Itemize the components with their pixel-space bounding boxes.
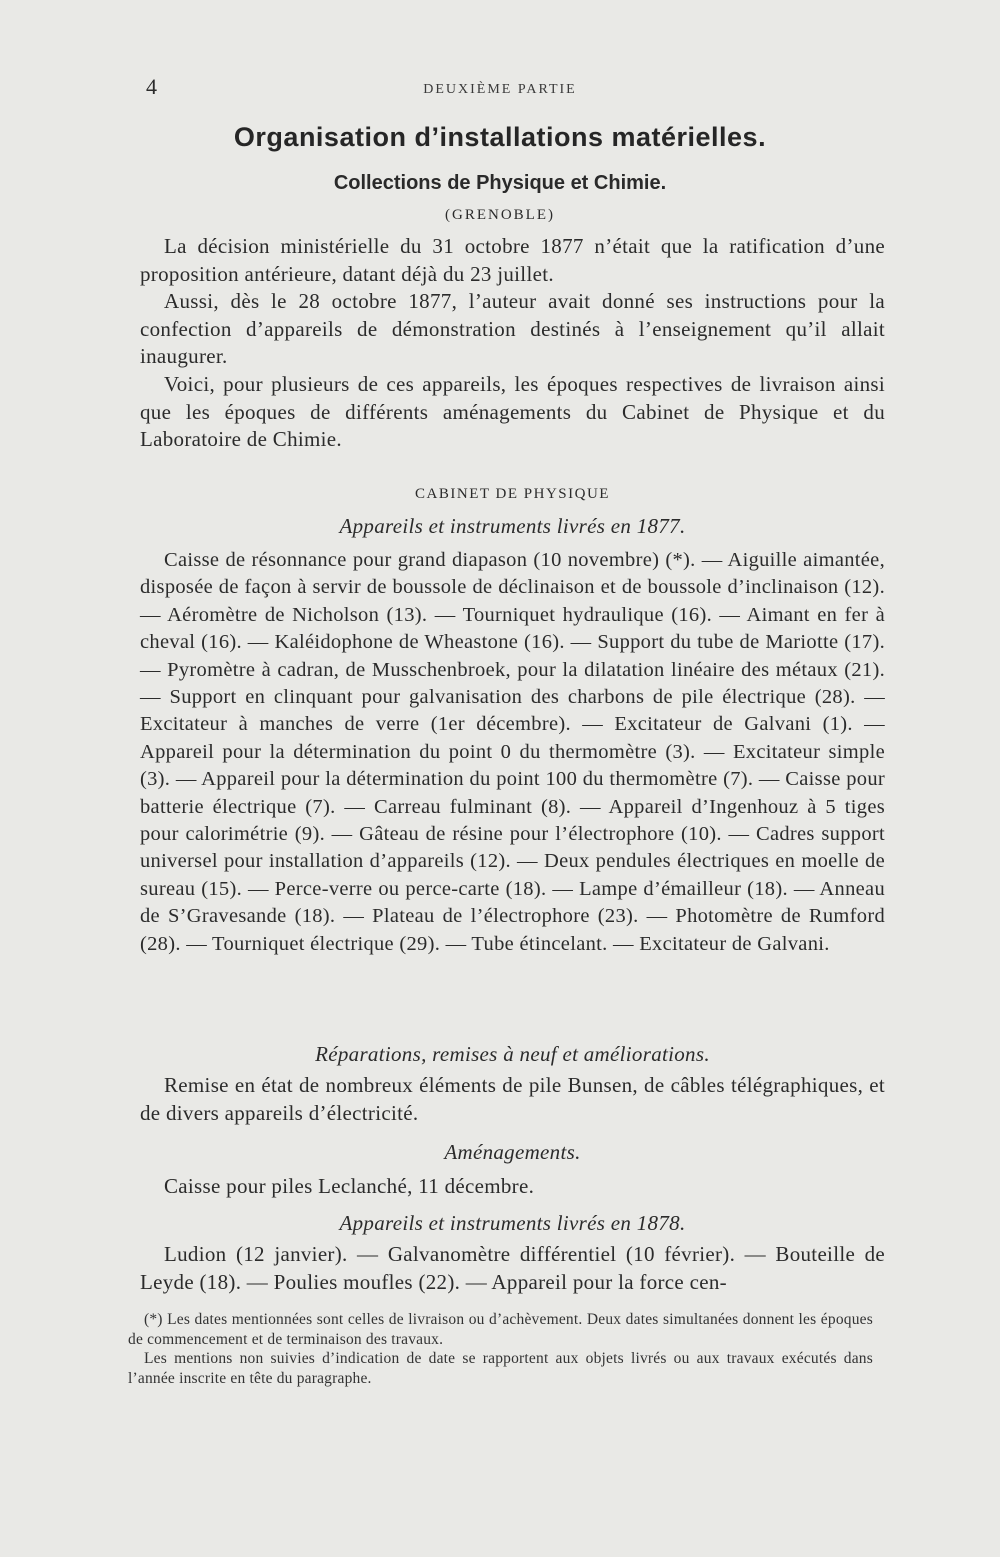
section-title: Appareils et instruments livrés en 1877. bbox=[339, 514, 686, 538]
section-amenagements-body bbox=[140, 1173, 885, 1201]
intro-paragraph: Voici, pour plusieurs de ces appareils, les époques respectives de livraison ainsi que les époques de différents aménagements du Cabinet de Physique et du Laboratoire de Chimie. bbox=[140, 371, 885, 452]
page-number: 4 bbox=[146, 74, 157, 99]
main-title: Organisation d’installations matérielles. bbox=[233, 122, 767, 152]
items-paragraph: Caisse de résonnance pour grand diapason (10 novembre) (*). — Aiguille aimantée, disposée de façon à servir de boussole de déclinaison et de boussole d’inclinaison (12). — Aéromètre de Nicholson (13). — Tourniquet hydraulique (16). — Aimant en fer à cheval (16). — Kaléidophone de Wheastone (16). — Support du tube de Mariotte (17). — Pyromètre à cadran, de Musschenbroek, pour la dilatation linéaire des métaux (21). — Support en clinquant pour galvanisation des charbons de pile électrique (28). — Excitateur à manches de verre (1er décembre). — Excitateur de Galvani (1). — Appareil pour la détermination du point 0 du thermomètre (3). — Excitateur simple (3). — Appareil pour la détermination du point 100 du thermomètre (7). — Caisse pour batterie électrique (7). — Carreau fulminant (8). — Appareil d’Ingenhouz à 5 tiges pour calorimétrie (9). — Gâteau de résine pour l’électrophore (10). — Cadres support universel pour installation d’appareils (12). — Deux pendules électriques en moelle de sureau (15). — Perce-verre ou perce-carte (18). — Lampe d’émailleur (18). — Anneau de S’Gravesande (18). — Plateau de l’électrophore (23). — Photomètre de Rumford (28). — Tourniquet électrique (29). — Tube étincelant. — Excitateur de Galvani. bbox=[140, 549, 885, 955]
cabinet-section bbox=[140, 486, 885, 503]
place-heading: (GRENOBLE) bbox=[445, 207, 555, 223]
repairs-paragraph: Remise en état de nombreux éléments de pile Bunsen, de câbles télégraphiques, et de divers appareils d’électricité. bbox=[140, 1073, 885, 1125]
footnote: Les mentions non suivies d’indication de date se rapportent aux objets livrés ou aux travaux exécutés dans l’année inscrite en tête du paragraphe. bbox=[128, 1350, 873, 1387]
running-head: DEUXIÈME PARTIE bbox=[423, 82, 577, 97]
footnote: (*) Les dates mentionnées sont celles de livraison ou d’achèvement. Deux dates simultanées donnent les époques de commencement et de terminaison des travaux. bbox=[128, 1311, 873, 1348]
subtitle: Collections de Physique et Chimie. bbox=[333, 172, 667, 194]
section-1877-body bbox=[140, 547, 885, 958]
cabinet-heading: CABINET DE PHYSIQUE bbox=[415, 486, 610, 502]
section-1878 bbox=[140, 1211, 885, 1236]
items-paragraph: Ludion (12 janvier). — Galvanomètre différentiel (10 février). — Bouteille de Leyde (18). — Poulies moufles (22). — Appareil pour la force cen- bbox=[140, 1242, 885, 1294]
intro-text bbox=[140, 233, 885, 454]
section-title: Réparations, remises à neuf et améliorations. bbox=[315, 1042, 710, 1066]
section-1877 bbox=[140, 514, 885, 539]
footnotes bbox=[128, 1310, 873, 1388]
section-title: Aménagements. bbox=[444, 1140, 581, 1164]
intro-paragraph: Aussi, dès le 28 octobre 1877, l’auteur avait donné ses instructions pour la confection d’appareils de démonstration destinés à l’enseignement qu’il allait inaugurer. bbox=[140, 289, 885, 369]
section-amenagements bbox=[140, 1140, 885, 1165]
section-repairs bbox=[140, 1042, 885, 1067]
intro-paragraph: La décision ministérielle du 31 octobre 1877 n’était que la ratification d’une proposition antérieure, datant déjà du 23 juillet. bbox=[140, 234, 885, 286]
amenagements-paragraph: Caisse pour piles Leclanché, 11 décembre. bbox=[164, 1174, 535, 1198]
section-1878-body bbox=[140, 1241, 885, 1296]
section-repairs-body bbox=[140, 1072, 885, 1127]
section-title: Appareils et instruments livrés en 1878. bbox=[339, 1211, 686, 1235]
